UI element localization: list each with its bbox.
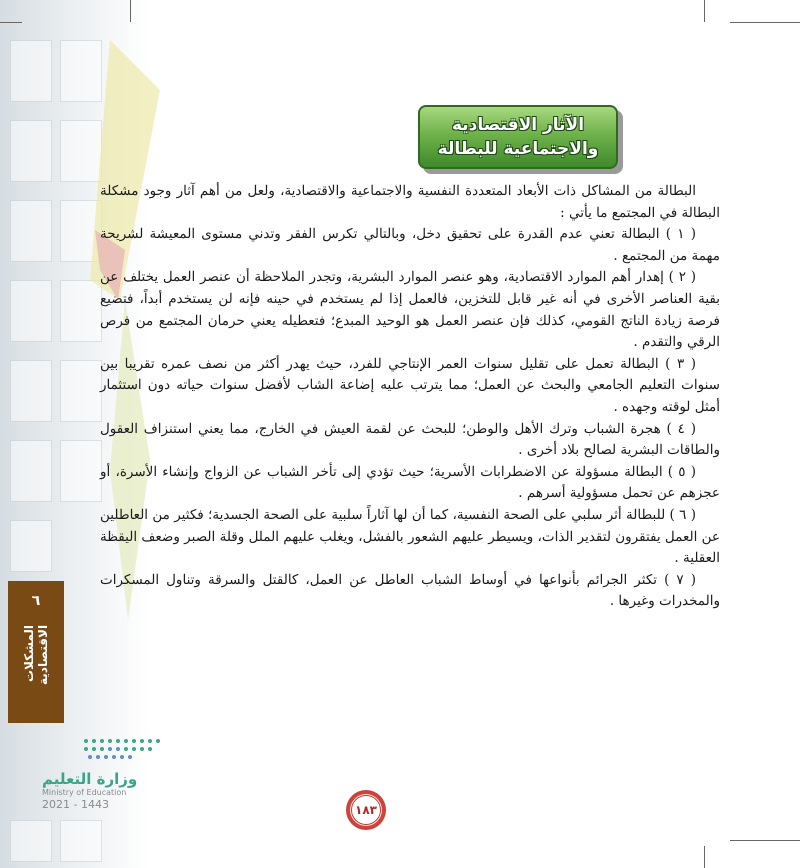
body-text bbox=[100, 181, 720, 613]
effect-paragraph-2: ( ٢ ) إهدار أهم الموارد الاقتصادية، وهو عنصر الموارد البشرية، وتجدر الملاحظة أن عنصر العمل يختلف عن بقية العناصر الأخرى في أنه غير قابل للتخزين، فالعمل إذا لم يستخدم في حينه فإنه لن يستخدم أبداً، فتضيع فرصة زيادة الناتج القومي، كذلك فإن عنصر العمل هو الوحيد المبدع؛ فتعطيله يعني حرمان المجتمع من فرص الرقي والتقدم . bbox=[100, 269, 720, 351]
intro-paragraph: البطالة من المشاكل ذات الأبعاد المتعددة النفسية والاجتماعية والاقتصادية، ولعل من أهم آثار وجود مشكلة البطالة في المجتمع ما يأتي : bbox=[100, 183, 720, 221]
edition-year: 2021 - 1443 bbox=[42, 798, 109, 811]
effect-paragraph-4: ( ٤ ) هجرة الشباب وترك الأهل والوطن؛ للبحث عن لقمة العيش في الخارج، مما يعني استنزاف العقول والطاقات البشرية لصالح بلاد أخرى . bbox=[100, 420, 720, 459]
effect-paragraph-5: ( ٥ ) البطالة مسؤولة عن الاضطرابات الأسرية؛ حيث تؤدي إلى تأخر الشباب عن الزواج وإنشاء الأسرة، أو عجزهم عن تحمل مسؤولية أسرهم . bbox=[100, 463, 720, 502]
section-title-line-1: الآثار الاقتصادية bbox=[451, 115, 585, 135]
effect-paragraph-1: ( ١ ) البطالة تعني عدم القدرة على تحقيق دخل، وبالتالي تكرس الفقر وتدني مستوى المعيشة لشريحة مهمة من المجتمع . bbox=[100, 226, 720, 264]
crop-mark bbox=[704, 0, 705, 22]
ministry-name-english: Ministry of Education bbox=[42, 788, 127, 797]
effect-paragraph-6: ( ٦ ) للبطالة أثر سلبي على الصحة النفسية، كما أن لها آثاراً سلبية على الصحة الجسدية؛ فكثير من العاطلين عن العمل يفتقرون لتقدير الذات، ويسيطر عليهم الشعور بالفشل، ويغلب عليهم الملل وقلة الصبر وضعف اليقظة العقلية . bbox=[100, 506, 720, 567]
section-title-box bbox=[418, 105, 618, 169]
crop-mark bbox=[704, 846, 705, 868]
crop-mark bbox=[730, 22, 800, 23]
crop-mark bbox=[0, 22, 22, 23]
section-title-line-2: والاجتماعية للبطالة bbox=[437, 139, 599, 159]
crop-mark bbox=[730, 840, 800, 841]
chapter-number: ٦ bbox=[31, 593, 41, 609]
effect-paragraph-3: ( ٣ ) البطالة تعمل على تقليل سنوات العمر الإنتاجي للفرد، حيث يهدر أكثر من نصف عمره تقريبا بين سنوات التعليم الجامعي والبحث عن العمل؛ مما يترتب عليه إضاعة الشاب لأفضل سنوات حياته دون استثمار أمثل لوقته وجهده . bbox=[100, 355, 720, 415]
ministry-logo-icon bbox=[80, 733, 170, 761]
page-number: ١٨٣ bbox=[351, 795, 381, 825]
chapter-side-tab bbox=[8, 581, 64, 723]
page-number-badge bbox=[346, 790, 386, 830]
ministry-name-arabic: وزارة التعليم bbox=[42, 770, 138, 788]
effect-paragraph-7: ( ٧ ) تكثر الجرائم بأنواعها في أوساط الشباب العاطل عن العمل، كالقتل والسرقة وتناول المسكرات والمخدرات وغيرها . bbox=[100, 571, 720, 610]
crop-mark bbox=[130, 0, 131, 22]
strip-tile bbox=[60, 820, 102, 862]
chapter-title: المشكلات الاقتصادية bbox=[22, 625, 50, 686]
strip-tile bbox=[10, 820, 52, 862]
